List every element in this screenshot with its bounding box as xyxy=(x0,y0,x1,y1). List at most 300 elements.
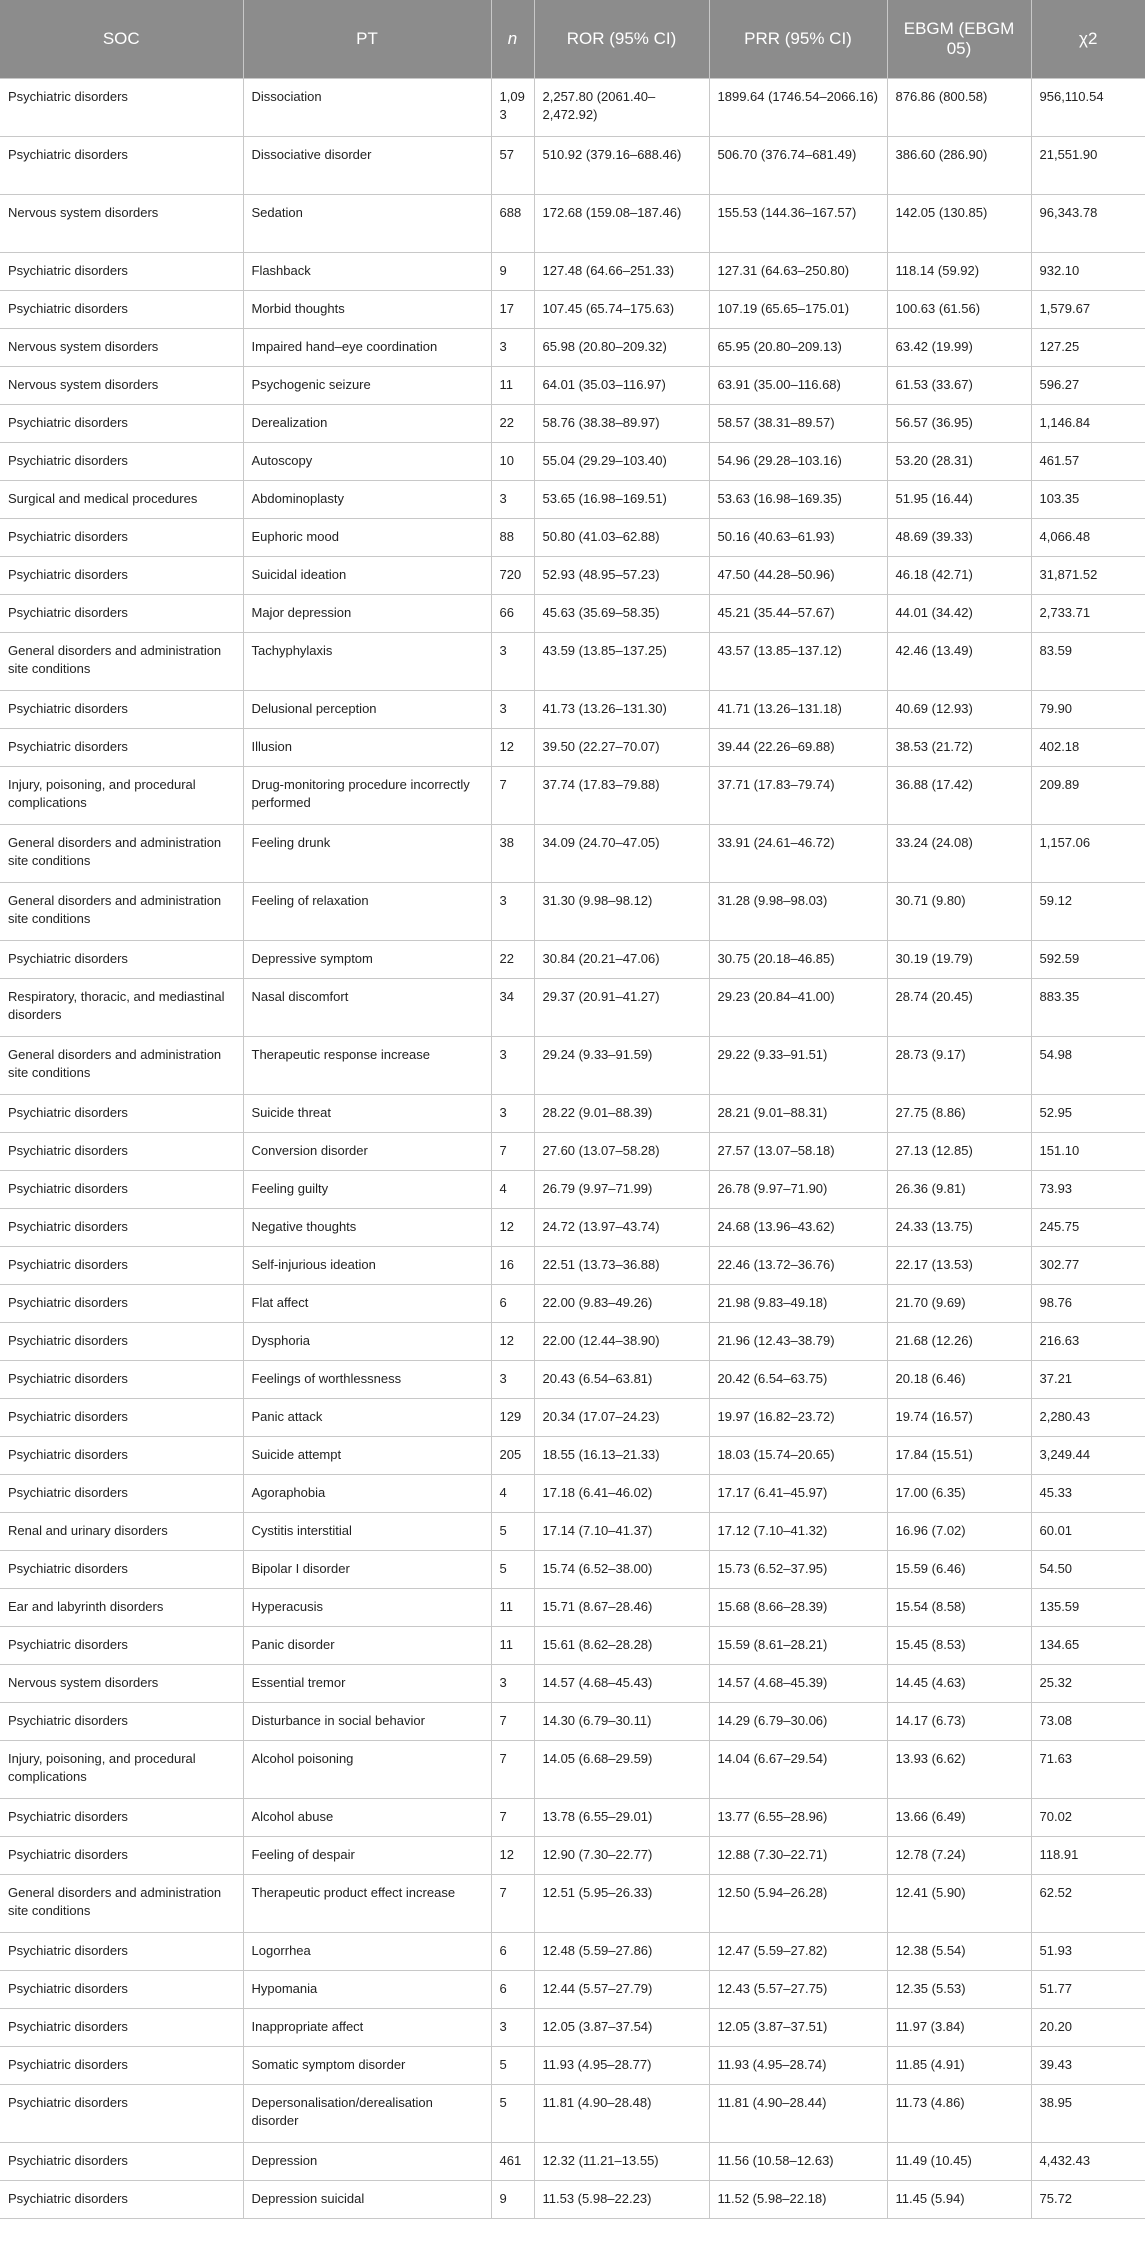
header-ebgm: EBGM (EBGM 05) xyxy=(887,0,1031,79)
cell-soc: Psychiatric disorders xyxy=(0,2009,243,2047)
table-row xyxy=(0,1437,1145,1475)
cell-prr: 17.12 (7.10–41.32) xyxy=(709,1513,887,1551)
cell-n: 3 xyxy=(491,2009,534,2047)
table-row xyxy=(0,825,1145,883)
cell-prr: 30.75 (20.18–46.85) xyxy=(709,941,887,979)
cell-soc: Psychiatric disorders xyxy=(0,1133,243,1171)
cell-pt: Feelings of worthlessness xyxy=(243,1361,491,1399)
cell-pt: Sedation xyxy=(243,195,491,253)
table-row xyxy=(0,1475,1145,1513)
cell-prr: 11.81 (4.90–28.44) xyxy=(709,2085,887,2143)
table-row xyxy=(0,481,1145,519)
cell-ebgm: 14.45 (4.63) xyxy=(887,1665,1031,1703)
cell-pt: Disturbance in social behavior xyxy=(243,1703,491,1741)
cell-soc: Psychiatric disorders xyxy=(0,405,243,443)
cell-chi2: 932.10 xyxy=(1031,253,1145,291)
cell-prr: 53.63 (16.98–169.35) xyxy=(709,481,887,519)
cell-pt: Suicide attempt xyxy=(243,1437,491,1475)
cell-n: 129 xyxy=(491,1399,534,1437)
cell-ebgm: 11.85 (4.91) xyxy=(887,2047,1031,2085)
cell-prr: 45.21 (35.44–57.67) xyxy=(709,595,887,633)
cell-soc: Psychiatric disorders xyxy=(0,941,243,979)
cell-n: 5 xyxy=(491,2047,534,2085)
cell-soc: Psychiatric disorders xyxy=(0,1095,243,1133)
cell-ror: 172.68 (159.08–187.46) xyxy=(534,195,709,253)
cell-chi2: 127.25 xyxy=(1031,329,1145,367)
cell-prr: 506.70 (376.74–681.49) xyxy=(709,137,887,195)
cell-n: 5 xyxy=(491,1551,534,1589)
cell-ebgm: 56.57 (36.95) xyxy=(887,405,1031,443)
table-row xyxy=(0,195,1145,253)
cell-pt: Hypomania xyxy=(243,1971,491,2009)
table-row xyxy=(0,633,1145,691)
cell-soc: Psychiatric disorders xyxy=(0,1933,243,1971)
cell-soc: Psychiatric disorders xyxy=(0,1703,243,1741)
cell-soc: Psychiatric disorders xyxy=(0,1323,243,1361)
cell-chi2: 1,579.67 xyxy=(1031,291,1145,329)
cell-chi2: 38.95 xyxy=(1031,2085,1145,2143)
cell-chi2: 83.59 xyxy=(1031,633,1145,691)
cell-pt: Suicidal ideation xyxy=(243,557,491,595)
table-row xyxy=(0,1933,1145,1971)
cell-soc: Psychiatric disorders xyxy=(0,1171,243,1209)
table-row xyxy=(0,1875,1145,1933)
cell-ror: 64.01 (35.03–116.97) xyxy=(534,367,709,405)
cell-chi2: 151.10 xyxy=(1031,1133,1145,1171)
cell-chi2: 71.63 xyxy=(1031,1741,1145,1799)
table-row xyxy=(0,883,1145,941)
cell-prr: 43.57 (13.85–137.12) xyxy=(709,633,887,691)
cell-ror: 24.72 (13.97–43.74) xyxy=(534,1209,709,1247)
cell-soc: Nervous system disorders xyxy=(0,1665,243,1703)
cell-chi2: 135.59 xyxy=(1031,1589,1145,1627)
cell-pt: Nasal discomfort xyxy=(243,979,491,1037)
cell-chi2: 134.65 xyxy=(1031,1627,1145,1665)
table-row xyxy=(0,1551,1145,1589)
cell-chi2: 21,551.90 xyxy=(1031,137,1145,195)
table-row xyxy=(0,1703,1145,1741)
cell-prr: 22.46 (13.72–36.76) xyxy=(709,1247,887,1285)
cell-ror: 15.61 (8.62–28.28) xyxy=(534,1627,709,1665)
cell-ebgm: 44.01 (34.42) xyxy=(887,595,1031,633)
cell-pt: Feeling of relaxation xyxy=(243,883,491,941)
cell-ebgm: 386.60 (286.90) xyxy=(887,137,1031,195)
cell-soc: Psychiatric disorders xyxy=(0,519,243,557)
cell-n: 1,093 xyxy=(491,79,534,137)
cell-chi2: 70.02 xyxy=(1031,1799,1145,1837)
cell-chi2: 39.43 xyxy=(1031,2047,1145,2085)
cell-ebgm: 17.00 (6.35) xyxy=(887,1475,1031,1513)
cell-prr: 29.23 (20.84–41.00) xyxy=(709,979,887,1037)
cell-ebgm: 53.20 (28.31) xyxy=(887,443,1031,481)
cell-pt: Panic attack xyxy=(243,1399,491,1437)
cell-prr: 41.71 (13.26–131.18) xyxy=(709,691,887,729)
cell-ror: 18.55 (16.13–21.33) xyxy=(534,1437,709,1475)
cell-chi2: 54.98 xyxy=(1031,1037,1145,1095)
cell-soc: Ear and labyrinth disorders xyxy=(0,1589,243,1627)
cell-pt: Flat affect xyxy=(243,1285,491,1323)
cell-ebgm: 40.69 (12.93) xyxy=(887,691,1031,729)
table-row xyxy=(0,767,1145,825)
cell-n: 22 xyxy=(491,941,534,979)
cell-chi2: 2,280.43 xyxy=(1031,1399,1145,1437)
cell-chi2: 54.50 xyxy=(1031,1551,1145,1589)
table-row xyxy=(0,1285,1145,1323)
cell-prr: 12.43 (5.57–27.75) xyxy=(709,1971,887,2009)
cell-n: 57 xyxy=(491,137,534,195)
cell-ebgm: 30.71 (9.80) xyxy=(887,883,1031,941)
cell-soc: General disorders and administration site conditions xyxy=(0,883,243,941)
table-row xyxy=(0,2047,1145,2085)
cell-ebgm: 28.73 (9.17) xyxy=(887,1037,1031,1095)
table-row xyxy=(0,443,1145,481)
table-row xyxy=(0,941,1145,979)
cell-n: 11 xyxy=(491,1627,534,1665)
cell-prr: 47.50 (44.28–50.96) xyxy=(709,557,887,595)
cell-ebgm: 11.45 (5.94) xyxy=(887,2181,1031,2219)
cell-n: 3 xyxy=(491,883,534,941)
table-row xyxy=(0,2143,1145,2181)
cell-chi2: 79.90 xyxy=(1031,691,1145,729)
cell-ebgm: 63.42 (19.99) xyxy=(887,329,1031,367)
cell-n: 7 xyxy=(491,1799,534,1837)
cell-pt: Psychogenic seizure xyxy=(243,367,491,405)
cell-ebgm: 28.74 (20.45) xyxy=(887,979,1031,1037)
cell-prr: 63.91 (35.00–116.68) xyxy=(709,367,887,405)
cell-soc: Psychiatric disorders xyxy=(0,1475,243,1513)
cell-ror: 12.90 (7.30–22.77) xyxy=(534,1837,709,1875)
table-body xyxy=(0,79,1145,2219)
cell-prr: 155.53 (144.36–167.57) xyxy=(709,195,887,253)
cell-chi2: 52.95 xyxy=(1031,1095,1145,1133)
cell-chi2: 1,157.06 xyxy=(1031,825,1145,883)
table-row xyxy=(0,291,1145,329)
cell-pt: Logorrhea xyxy=(243,1933,491,1971)
cell-pt: Panic disorder xyxy=(243,1627,491,1665)
cell-n: 7 xyxy=(491,1133,534,1171)
cell-ror: 17.18 (6.41–46.02) xyxy=(534,1475,709,1513)
cell-ror: 55.04 (29.29–103.40) xyxy=(534,443,709,481)
cell-soc: Psychiatric disorders xyxy=(0,2143,243,2181)
cell-n: 9 xyxy=(491,253,534,291)
cell-chi2: 25.32 xyxy=(1031,1665,1145,1703)
cell-soc: Psychiatric disorders xyxy=(0,1627,243,1665)
cell-ebgm: 876.86 (800.58) xyxy=(887,79,1031,137)
cell-chi2: 216.63 xyxy=(1031,1323,1145,1361)
table-row xyxy=(0,1171,1145,1209)
cell-ror: 26.79 (9.97–71.99) xyxy=(534,1171,709,1209)
cell-chi2: 4,066.48 xyxy=(1031,519,1145,557)
cell-ebgm: 15.59 (6.46) xyxy=(887,1551,1031,1589)
cell-ebgm: 21.68 (12.26) xyxy=(887,1323,1031,1361)
table-row xyxy=(0,367,1145,405)
cell-prr: 37.71 (17.83–79.74) xyxy=(709,767,887,825)
table-row xyxy=(0,1513,1145,1551)
cell-n: 11 xyxy=(491,1589,534,1627)
cell-pt: Autoscopy xyxy=(243,443,491,481)
cell-prr: 11.93 (4.95–28.74) xyxy=(709,2047,887,2085)
table-row xyxy=(0,1323,1145,1361)
cell-ror: 45.63 (35.69–58.35) xyxy=(534,595,709,633)
cell-n: 12 xyxy=(491,729,534,767)
cell-soc: Psychiatric disorders xyxy=(0,1971,243,2009)
cell-chi2: 596.27 xyxy=(1031,367,1145,405)
cell-ror: 22.51 (13.73–36.88) xyxy=(534,1247,709,1285)
header-row xyxy=(0,0,1145,79)
cell-pt: Abdominoplasty xyxy=(243,481,491,519)
cell-soc: Psychiatric disorders xyxy=(0,1361,243,1399)
cell-n: 12 xyxy=(491,1837,534,1875)
cell-ror: 22.00 (12.44–38.90) xyxy=(534,1323,709,1361)
cell-chi2: 20.20 xyxy=(1031,2009,1145,2047)
cell-prr: 14.29 (6.79–30.06) xyxy=(709,1703,887,1741)
cell-n: 3 xyxy=(491,1037,534,1095)
table-row xyxy=(0,691,1145,729)
cell-n: 3 xyxy=(491,1665,534,1703)
cell-prr: 127.31 (64.63–250.80) xyxy=(709,253,887,291)
cell-soc: Psychiatric disorders xyxy=(0,557,243,595)
cell-ebgm: 142.05 (130.85) xyxy=(887,195,1031,253)
cell-prr: 17.17 (6.41–45.97) xyxy=(709,1475,887,1513)
cell-pt: Impaired hand–eye coordination xyxy=(243,329,491,367)
cell-prr: 21.98 (9.83–49.18) xyxy=(709,1285,887,1323)
cell-ror: 20.43 (6.54–63.81) xyxy=(534,1361,709,1399)
table-row xyxy=(0,2085,1145,2143)
cell-prr: 27.57 (13.07–58.18) xyxy=(709,1133,887,1171)
cell-chi2: 592.59 xyxy=(1031,941,1145,979)
cell-chi2: 1,146.84 xyxy=(1031,405,1145,443)
cell-ror: 11.93 (4.95–28.77) xyxy=(534,2047,709,2085)
cell-n: 10 xyxy=(491,443,534,481)
cell-ror: 12.32 (11.21–13.55) xyxy=(534,2143,709,2181)
cell-n: 3 xyxy=(491,481,534,519)
cell-ror: 14.57 (4.68–45.43) xyxy=(534,1665,709,1703)
cell-ebgm: 12.41 (5.90) xyxy=(887,1875,1031,1933)
cell-ebgm: 11.97 (3.84) xyxy=(887,2009,1031,2047)
cell-soc: Psychiatric disorders xyxy=(0,79,243,137)
cell-pt: Flashback xyxy=(243,253,491,291)
table-row xyxy=(0,79,1145,137)
cell-n: 7 xyxy=(491,1741,534,1799)
cell-prr: 39.44 (22.26–69.88) xyxy=(709,729,887,767)
cell-n: 16 xyxy=(491,1247,534,1285)
cell-ebgm: 15.45 (8.53) xyxy=(887,1627,1031,1665)
cell-chi2: 60.01 xyxy=(1031,1513,1145,1551)
cell-prr: 13.77 (6.55–28.96) xyxy=(709,1799,887,1837)
table-row xyxy=(0,1971,1145,2009)
cell-ror: 12.48 (5.59–27.86) xyxy=(534,1933,709,1971)
header-soc: SOC xyxy=(0,0,243,79)
cell-soc: Psychiatric disorders xyxy=(0,1247,243,1285)
cell-ebgm: 15.54 (8.58) xyxy=(887,1589,1031,1627)
cell-n: 4 xyxy=(491,1475,534,1513)
cell-ror: 12.44 (5.57–27.79) xyxy=(534,1971,709,2009)
cell-soc: Psychiatric disorders xyxy=(0,137,243,195)
table-row xyxy=(0,1361,1145,1399)
cell-ror: 13.78 (6.55–29.01) xyxy=(534,1799,709,1837)
cell-chi2: 37.21 xyxy=(1031,1361,1145,1399)
cell-pt: Dissociation xyxy=(243,79,491,137)
cell-chi2: 118.91 xyxy=(1031,1837,1145,1875)
cell-soc: Psychiatric disorders xyxy=(0,1399,243,1437)
cell-pt: Negative thoughts xyxy=(243,1209,491,1247)
table-row xyxy=(0,1209,1145,1247)
cell-ror: 29.37 (20.91–41.27) xyxy=(534,979,709,1037)
table-header xyxy=(0,0,1145,79)
cell-ror: 12.05 (3.87–37.54) xyxy=(534,2009,709,2047)
cell-soc: Psychiatric disorders xyxy=(0,2181,243,2219)
cell-n: 34 xyxy=(491,979,534,1037)
cell-n: 4 xyxy=(491,1171,534,1209)
cell-n: 3 xyxy=(491,633,534,691)
cell-ror: 510.92 (379.16–688.46) xyxy=(534,137,709,195)
cell-ror: 39.50 (22.27–70.07) xyxy=(534,729,709,767)
cell-pt: Depersonalisation/derealisation disorder xyxy=(243,2085,491,2143)
cell-pt: Bipolar I disorder xyxy=(243,1551,491,1589)
cell-ror: 43.59 (13.85–137.25) xyxy=(534,633,709,691)
cell-pt: Agoraphobia xyxy=(243,1475,491,1513)
cell-soc: Nervous system disorders xyxy=(0,367,243,405)
cell-n: 3 xyxy=(491,1095,534,1133)
cell-pt: Essential tremor xyxy=(243,1665,491,1703)
cell-n: 6 xyxy=(491,1285,534,1323)
cell-prr: 65.95 (20.80–209.13) xyxy=(709,329,887,367)
cell-pt: Derealization xyxy=(243,405,491,443)
cell-pt: Therapeutic response increase xyxy=(243,1037,491,1095)
cell-ebgm: 12.38 (5.54) xyxy=(887,1933,1031,1971)
cell-n: 6 xyxy=(491,1933,534,1971)
cell-prr: 15.68 (8.66–28.39) xyxy=(709,1589,887,1627)
cell-chi2: 209.89 xyxy=(1031,767,1145,825)
cell-pt: Conversion disorder xyxy=(243,1133,491,1171)
cell-soc: Psychiatric disorders xyxy=(0,2047,243,2085)
cell-ebgm: 33.24 (24.08) xyxy=(887,825,1031,883)
cell-n: 88 xyxy=(491,519,534,557)
cell-ror: 41.73 (13.26–131.30) xyxy=(534,691,709,729)
cell-prr: 11.52 (5.98–22.18) xyxy=(709,2181,887,2219)
cell-n: 5 xyxy=(491,1513,534,1551)
cell-ebgm: 21.70 (9.69) xyxy=(887,1285,1031,1323)
header-ror: ROR (95% CI) xyxy=(534,0,709,79)
cell-chi2: 402.18 xyxy=(1031,729,1145,767)
cell-ebgm: 20.18 (6.46) xyxy=(887,1361,1031,1399)
table-row xyxy=(0,557,1145,595)
cell-ror: 15.71 (8.67–28.46) xyxy=(534,1589,709,1627)
cell-prr: 54.96 (29.28–103.16) xyxy=(709,443,887,481)
cell-prr: 24.68 (13.96–43.62) xyxy=(709,1209,887,1247)
cell-pt: Dissociative disorder xyxy=(243,137,491,195)
table-row xyxy=(0,729,1145,767)
cell-prr: 58.57 (38.31–89.57) xyxy=(709,405,887,443)
cell-prr: 12.47 (5.59–27.82) xyxy=(709,1933,887,1971)
table-row xyxy=(0,519,1145,557)
cell-prr: 50.16 (40.63–61.93) xyxy=(709,519,887,557)
cell-prr: 14.04 (6.67–29.54) xyxy=(709,1741,887,1799)
table-row xyxy=(0,137,1145,195)
cell-ebgm: 16.96 (7.02) xyxy=(887,1513,1031,1551)
cell-n: 12 xyxy=(491,1323,534,1361)
cell-pt: Inappropriate affect xyxy=(243,2009,491,2047)
cell-ror: 11.81 (4.90–28.48) xyxy=(534,2085,709,2143)
cell-prr: 15.73 (6.52–37.95) xyxy=(709,1551,887,1589)
table-row xyxy=(0,979,1145,1037)
cell-ror: 50.80 (41.03–62.88) xyxy=(534,519,709,557)
cell-ebgm: 27.13 (12.85) xyxy=(887,1133,1031,1171)
cell-pt: Suicide threat xyxy=(243,1095,491,1133)
table-row xyxy=(0,1247,1145,1285)
cell-pt: Major depression xyxy=(243,595,491,633)
table-row xyxy=(0,2009,1145,2047)
cell-pt: Illusion xyxy=(243,729,491,767)
cell-ebgm: 26.36 (9.81) xyxy=(887,1171,1031,1209)
cell-chi2: 883.35 xyxy=(1031,979,1145,1037)
cell-n: 7 xyxy=(491,1703,534,1741)
table-row xyxy=(0,595,1145,633)
cell-n: 17 xyxy=(491,291,534,329)
cell-ror: 53.65 (16.98–169.51) xyxy=(534,481,709,519)
table-row xyxy=(0,1399,1145,1437)
cell-soc: Psychiatric disorders xyxy=(0,1285,243,1323)
cell-chi2: 96,343.78 xyxy=(1031,195,1145,253)
cell-chi2: 45.33 xyxy=(1031,1475,1145,1513)
table-row xyxy=(0,1837,1145,1875)
cell-chi2: 31,871.52 xyxy=(1031,557,1145,595)
table-row xyxy=(0,1799,1145,1837)
cell-soc: Nervous system disorders xyxy=(0,195,243,253)
cell-ebgm: 100.63 (61.56) xyxy=(887,291,1031,329)
cell-pt: Alcohol poisoning xyxy=(243,1741,491,1799)
cell-prr: 15.59 (8.61–28.21) xyxy=(709,1627,887,1665)
cell-soc: Psychiatric disorders xyxy=(0,1437,243,1475)
cell-pt: Drug-monitoring procedure incorrectly performed xyxy=(243,767,491,825)
cell-soc: Psychiatric disorders xyxy=(0,691,243,729)
cell-ebgm: 24.33 (13.75) xyxy=(887,1209,1031,1247)
cell-n: 3 xyxy=(491,691,534,729)
cell-n: 11 xyxy=(491,367,534,405)
cell-pt: Morbid thoughts xyxy=(243,291,491,329)
cell-ebgm: 36.88 (17.42) xyxy=(887,767,1031,825)
cell-soc: Psychiatric disorders xyxy=(0,729,243,767)
cell-pt: Depressive symptom xyxy=(243,941,491,979)
cell-ror: 28.22 (9.01–88.39) xyxy=(534,1095,709,1133)
cell-pt: Feeling guilty xyxy=(243,1171,491,1209)
cell-ebgm: 48.69 (39.33) xyxy=(887,519,1031,557)
cell-ror: 14.30 (6.79–30.11) xyxy=(534,1703,709,1741)
cell-soc: General disorders and administration site conditions xyxy=(0,633,243,691)
cell-n: 3 xyxy=(491,329,534,367)
cell-soc: Psychiatric disorders xyxy=(0,595,243,633)
table-row xyxy=(0,1627,1145,1665)
cell-pt: Feeling drunk xyxy=(243,825,491,883)
cell-n: 720 xyxy=(491,557,534,595)
cell-n: 205 xyxy=(491,1437,534,1475)
cell-chi2: 302.77 xyxy=(1031,1247,1145,1285)
table-row xyxy=(0,253,1145,291)
cell-ror: 11.53 (5.98–22.23) xyxy=(534,2181,709,2219)
cell-soc: Psychiatric disorders xyxy=(0,1799,243,1837)
cell-prr: 12.88 (7.30–22.71) xyxy=(709,1837,887,1875)
cell-ebgm: 27.75 (8.86) xyxy=(887,1095,1031,1133)
cell-ror: 34.09 (24.70–47.05) xyxy=(534,825,709,883)
cell-soc: Surgical and medical procedures xyxy=(0,481,243,519)
header-n: n xyxy=(491,0,534,79)
header-prr: PRR (95% CI) xyxy=(709,0,887,79)
cell-prr: 19.97 (16.82–23.72) xyxy=(709,1399,887,1437)
cell-ebgm: 30.19 (19.79) xyxy=(887,941,1031,979)
cell-chi2: 98.76 xyxy=(1031,1285,1145,1323)
cell-ror: 58.76 (38.38–89.97) xyxy=(534,405,709,443)
cell-prr: 31.28 (9.98–98.03) xyxy=(709,883,887,941)
